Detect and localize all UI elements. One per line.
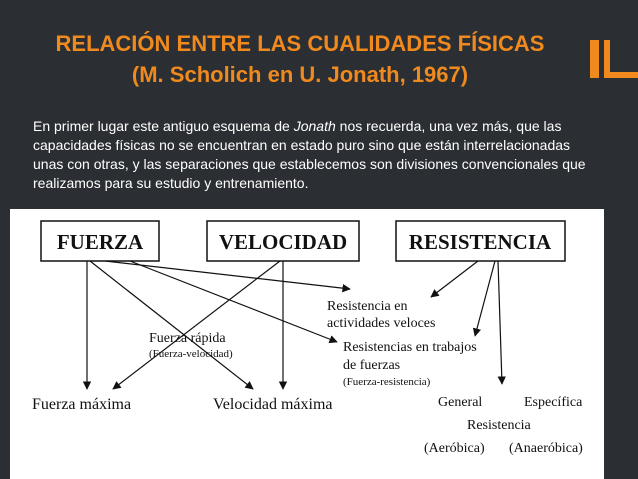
title-line-2: (M. Scholich en U. Jonath, 1967) [131,62,469,87]
arrow-fuerza-res-fuerzas [130,261,337,342]
slide-title [0,28,600,90]
relationship-diagram [10,209,604,479]
box-resistencia [396,221,565,261]
arrow-resistencia-veloces [431,261,478,297]
paragraph-text-after: nos recuerda, una vez más, que las capacidades físicas no se encuentran en estado puro sino que están interrelacionadas unas con otras, y las separaciones que establecemos son divisiones convencionales que realizamos para su estudio y entrenamiento. [33,118,586,191]
label-res-veloces-1: Resistencia en [327,299,408,314]
label-fuerza-velocidad: (Fuerza-velocidad) [149,348,233,360]
label-res-veloces-2: actividades veloces [327,316,436,331]
decorative-bracket [604,40,638,78]
label-fuerza-maxima: Fuerza máxima [32,396,132,413]
box-fuerza [41,221,159,261]
arrow-resistencia-fuerzas [475,261,495,336]
label-general: General [438,395,483,410]
label-fuerza-resistencia: (Fuerza-resistencia) [343,376,431,388]
decorative-bar [590,40,599,78]
box-resistencia-label: RESISTENCIA [408,230,552,254]
label-resistencia: Resistencia [467,418,531,433]
arrows [87,261,502,389]
paragraph-emphasis: Jonath [293,118,336,134]
arrow-fuerza-velocidad-maxima [90,261,253,389]
label-res-fuerzas-2: de fuerzas [343,358,401,373]
box-velocidad [207,221,359,261]
paragraph-text-before: En primer lugar este antiguo esquema de [33,118,294,134]
label-aerobica: (Aeróbica) [424,441,485,456]
intro-paragraph [33,117,603,193]
arrow-resistencia-general [498,261,502,384]
box-velocidad-label: VELOCIDAD [218,230,348,254]
box-fuerza-label: FUERZA [56,230,144,254]
arrow-velocidad-fuerza-maxima [113,261,280,389]
diagram-panel [10,209,604,479]
label-especifica: Específica [524,395,583,410]
right-margin-strip [604,209,638,479]
title-line-1: RELACIÓN ENTRE LAS CUALIDADES FÍSICAS [55,31,545,56]
label-velocidad-maxima: Velocidad máxima [213,396,333,413]
label-res-fuerzas-1: Resistencias en trabajos [343,340,477,355]
label-fuerza-rapida: Fuerza rápida [149,331,226,346]
label-anaerobica: (Anaeróbica) [509,441,583,456]
